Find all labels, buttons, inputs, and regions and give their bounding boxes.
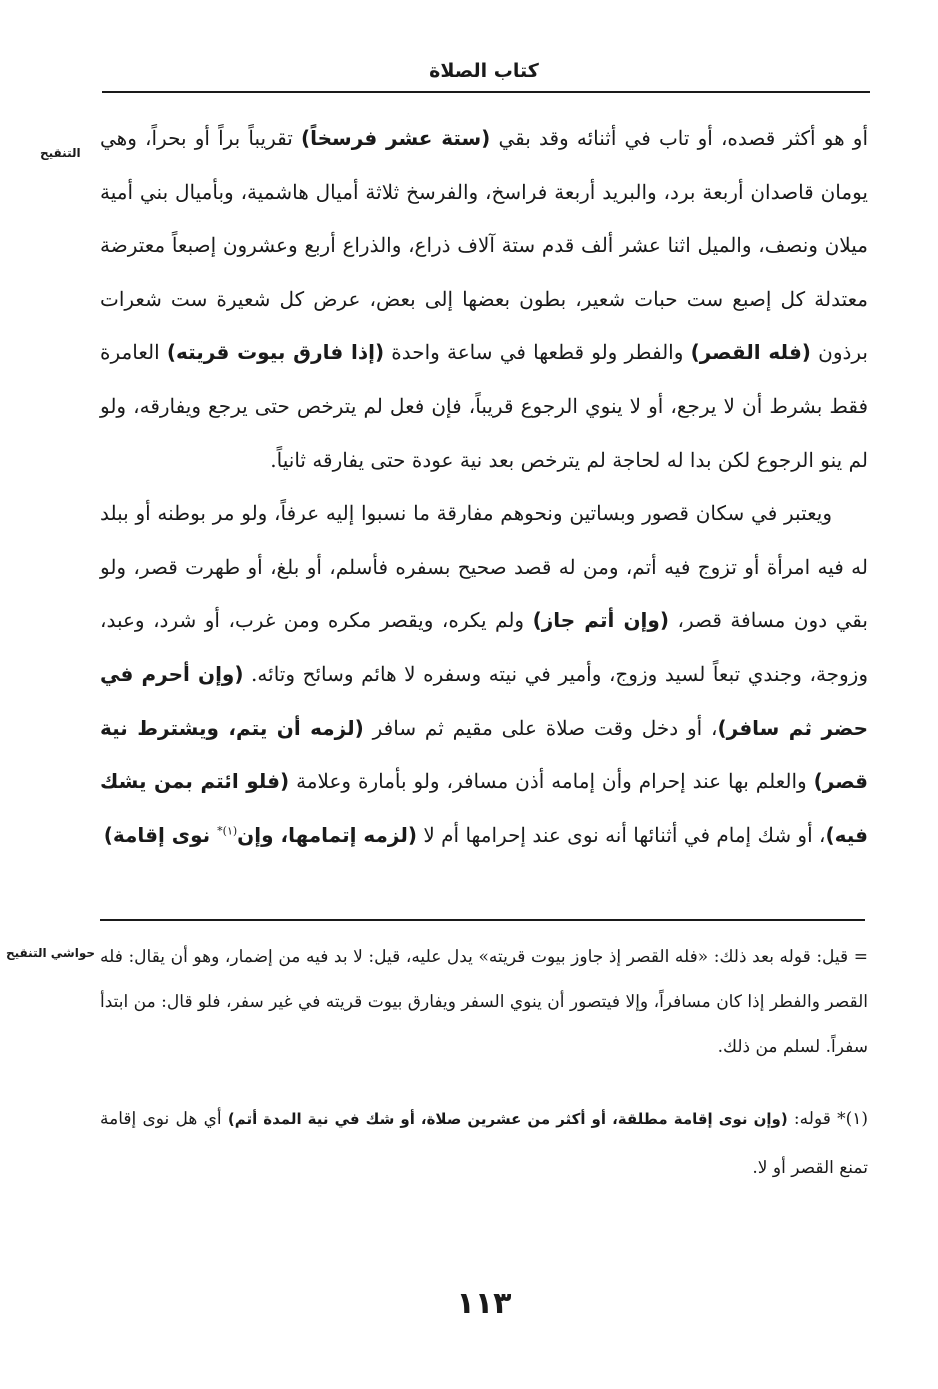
text-run: ولم يكره، ويقصر مكره ومن غرب، أو شرد، وعبد، وزوجة، وجندي تبعاً لسيد وزوج، وأمير في نيته وسفره لا هائم وسائح وتائه. (100, 608, 868, 686)
text-run: ، أو شك إمام في أثنائها أنه نوى عند إحرامها أم لا (417, 822, 826, 847)
notes-rule (100, 919, 865, 921)
page-header-title: كتاب الصلاة (429, 60, 539, 82)
main-paragraph-2 (100, 487, 868, 862)
margin-label-notes: حواشي التنقيح (6, 946, 96, 960)
footnote-bold: (وإن نوى إقامة مطلقة، أو أكثر من عشرين صلاة، أو شك في نية المدة أتم) (227, 1110, 788, 1128)
footnote-reference: (١)* (217, 824, 238, 838)
text-run: والفطر ولو قطعها في ساعة واحدة (384, 340, 691, 365)
footnote-marker: (١)* قوله: (787, 1109, 868, 1129)
main-text (100, 112, 868, 862)
text-run: ويعتبر في سكان قصور وبساتين ونحوهم مفارقة ما نسبوا إليه عرفاً، ولو مر بوطنه أو ببلد له فيه امرأة أو تزوج فيه أتم، ومن له قصد صحيح بسفره فأسلم، أو بلغ، أو طهرت قصر، ولو بقي دون مسافة قصر، (100, 501, 868, 633)
bold-run: (وإن أحرم في حضر ثم سافر) (100, 661, 869, 740)
text-run: العامرة فقط بشرط أن لا يرجع، أو لا ينوي الرجوع قريباً، فإن فعل لم يترخص حتى يرجع ويفارقه، ولو لم ينو الرجوع لكن بدا له لحاجة لم يترخص بعد نية عودة حتى يفارقه ثانياً. (100, 340, 868, 472)
text-run: ، أو دخل وقت صلاة على مقيم ثم سافر (363, 715, 718, 740)
bold-run: (فله القصر) (690, 340, 811, 365)
bold-run: (لزمه إتمامها، وإن (237, 822, 418, 847)
notes-paragraph: = قيل: قوله بعد ذلك: «فله القصر إذ جاوز بيوت قريته» يدل عليه، قيل: لا بد فيه من إضمار، وهو أن يقال: فله القصر والفطر إذا كان مسافراً، وإلا فيتصور أن ينوي السفر ويفارق بيوت قريته في غير سفر، فلو قال: من ابتدأ سفراً. لسلم من ذلك. (100, 947, 868, 1057)
bold-run: (وإن أتم جاز) (532, 608, 669, 633)
bold-run: (فلو ائتم بمن يشك فيه) (100, 769, 868, 847)
bold-run: (إذا فارق بيوت قريته) (166, 340, 385, 365)
page-number: ١١٣ (456, 1286, 512, 1321)
footnote (100, 1095, 868, 1193)
footnote-text: أي هل نوى إقامة تمنع القصر أو لا. (100, 1109, 868, 1178)
bold-run: نوى إقامة) (103, 822, 218, 847)
margin-label-main: التنقيح (40, 146, 81, 160)
footnote-paragraph (100, 1095, 868, 1193)
text-run: أو هو أكثر قصده، أو تاب في أثنائه وقد بقي (490, 126, 868, 150)
text-run: والعلم بها عند إحرام وأن إمامه أذن مسافر، ولو بأمارة وعلامة (289, 769, 814, 794)
bold-run: (ستة عشر فرسخاً) (300, 126, 491, 150)
bold-run: (لزمه أن يتم، ويشترط نية قصر) (100, 715, 868, 794)
header-rule (102, 91, 870, 93)
text-run: تقريباً براً أو بحراً، وهي يومان قاصدان أربعة برد، والبريد أربعة فراسخ، والفرسخ ثلاثة أميال هاشمية، وبأميال بني أمية ميلان ونصف، والميل اثنا عشر ألف قدم ستة آلاف ذراع، والذراع أربع وعشرون إصبعاً معترضة معتدلة كل إصبع ست حبات شعير، بطون بعضها إلى بعض، عرض كل شعيرة ست شعرات برذون (100, 126, 868, 365)
main-paragraph-1 (100, 112, 868, 487)
notes-text (100, 935, 868, 1070)
